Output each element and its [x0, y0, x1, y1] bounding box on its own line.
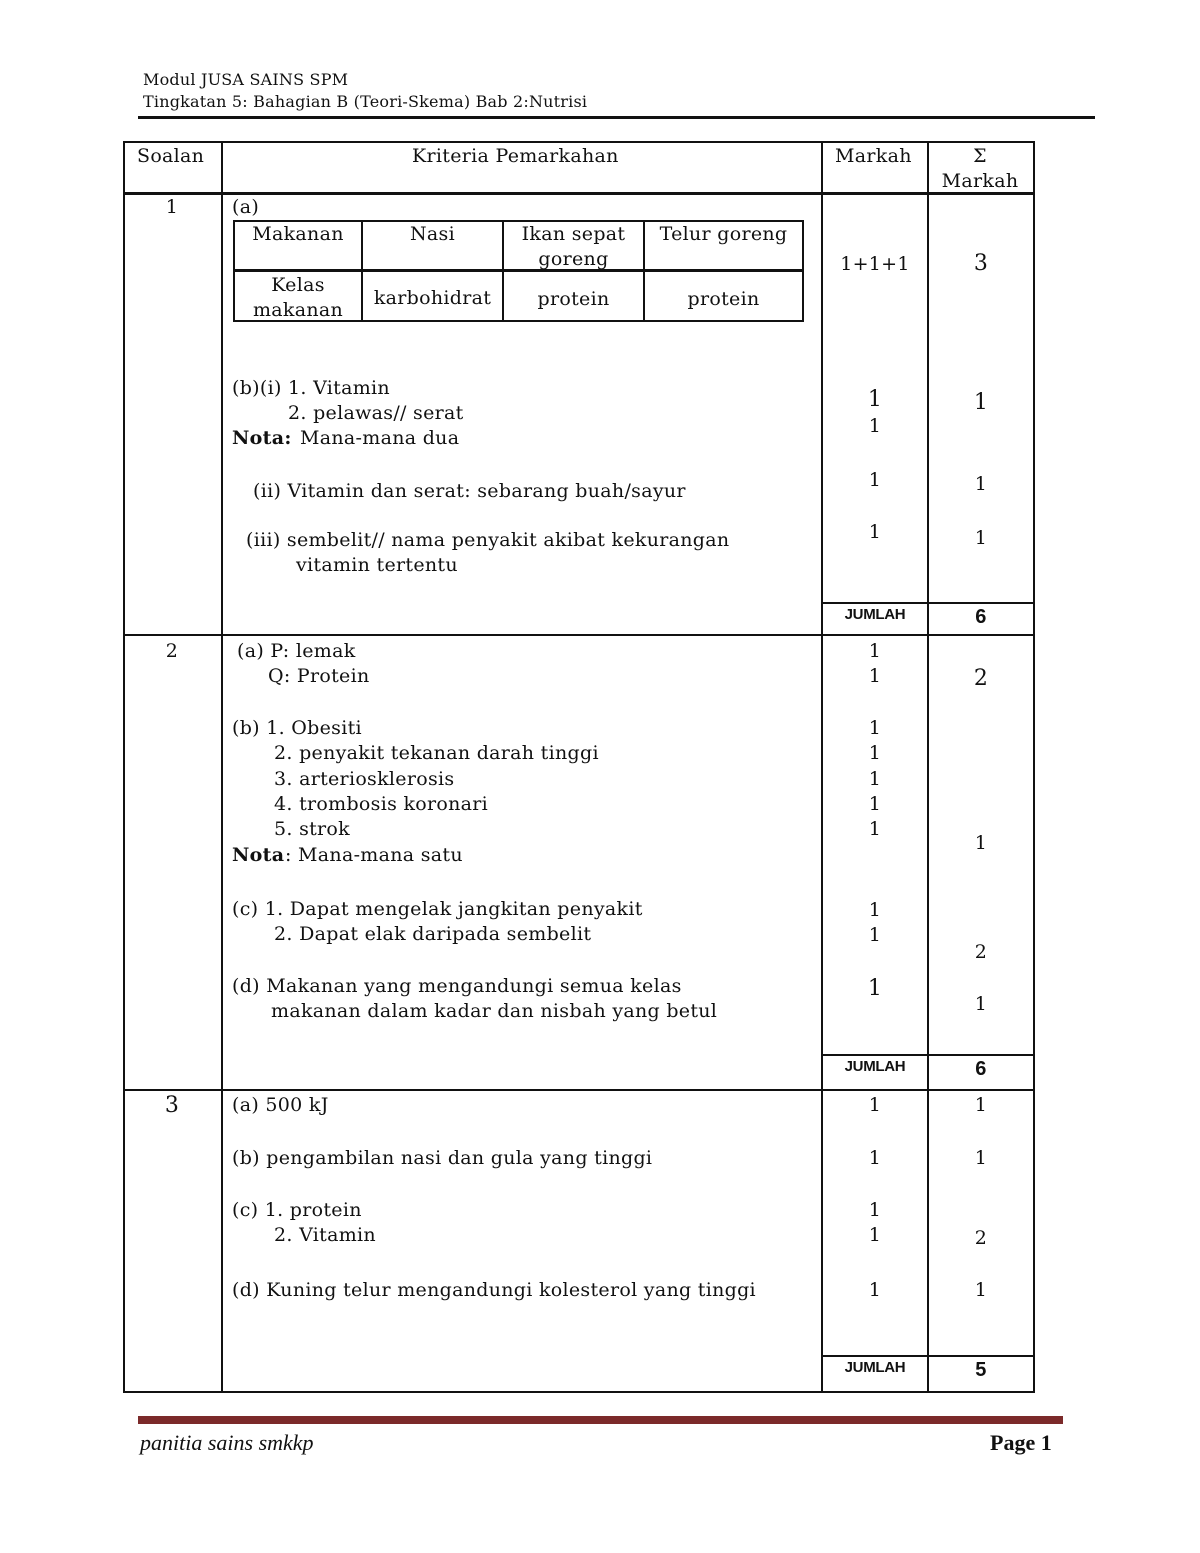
q2-b-mark: 1 [868, 793, 882, 815]
q3-c-line2: 2. Vitamin [274, 1224, 376, 1246]
q2-a-mark: 1 [868, 665, 882, 687]
q2-c-mark: 1 [868, 899, 882, 921]
q3-a: (a) 500 kJ [232, 1094, 329, 1116]
q2-b-total: 1 [974, 832, 988, 854]
jumlah-divider-q2 [821, 1054, 1035, 1056]
q1-bi-mark: 1 [867, 387, 883, 412]
q2-b-mark: 1 [868, 717, 882, 739]
food-table-cell-karbohidrat: karbohidrat [373, 287, 492, 309]
q2-a-line1: (a) P: lemak [237, 640, 356, 662]
q1-bi-mark: 1 [868, 415, 882, 437]
q1-a-label: (a) [232, 196, 260, 218]
q3-number: 3 [164, 1093, 180, 1118]
footer-organization: panitia sains smkkp [140, 1430, 314, 1455]
q2-a-total: 2 [973, 666, 989, 691]
q2-d-line2: makanan dalam kadar dan nisbah yang betul [271, 1000, 718, 1022]
footer-bar [138, 1416, 1063, 1424]
header-sigma-markah: Markah [941, 170, 1019, 192]
q3-d-total: 1 [974, 1279, 988, 1301]
q1-bi-line2: 2. pelawas// serat [288, 402, 464, 424]
q3-c-line1: (c) 1. protein [232, 1199, 362, 1221]
row-divider-q2 [123, 1089, 1035, 1091]
q1-biii-line1: (iii) sembelit// nama penyakit akibat kekurangan [246, 529, 730, 551]
module-title: Modul JUSA SAINS SPM [143, 70, 349, 89]
food-table-row-label-line2: makanan [252, 299, 344, 321]
q1-biii-total: 1 [974, 527, 988, 549]
q2-d-line1: (d) Makanan yang mengandungi semua kelas [232, 975, 682, 997]
q3-c-mark: 1 [868, 1199, 882, 1221]
q3-b-total: 1 [974, 1147, 988, 1169]
q1-bii-mark: 1 [868, 469, 882, 491]
q3-d-mark: 1 [868, 1279, 882, 1301]
q1-bi-total: 1 [973, 390, 989, 415]
q3-b: (b) pengambilan nasi dan gula yang tinggi [232, 1147, 653, 1169]
column-divider-markah [927, 141, 929, 1393]
food-table-cell-protein: protein [537, 288, 610, 310]
header-kriteria: Kriteria Pemarkahan [412, 145, 619, 167]
header-markah: Markah [835, 145, 912, 167]
module-subtitle: Tingkatan 5: Bahagian B (Teori-Skema) Bab 2:Nutrisi [143, 92, 588, 111]
q2-b-item: 4. trombosis koronari [274, 793, 489, 815]
q3-c-mark: 1 [868, 1224, 882, 1246]
q1-a-mark: 1+1+1 [840, 253, 910, 275]
q3-b-mark: 1 [868, 1147, 882, 1169]
q1-biii-line2: vitamin tertentu [296, 554, 458, 576]
q1-nota-label: Nota: [232, 427, 292, 449]
food-table-header-ikan: Ikan sepat [521, 223, 626, 245]
q1-biii-mark: 1 [868, 521, 882, 543]
q2-jumlah-value: 6 [975, 1058, 987, 1080]
q1-bi-line1: (b)(i) 1. Vitamin [232, 377, 390, 399]
header-sigma: Σ [973, 145, 987, 167]
q1-jumlah-value: 6 [975, 606, 987, 628]
food-table-header-telur: Telur goreng [659, 223, 788, 245]
q2-c-line1: (c) 1. Dapat mengelak jangkitan penyakit [232, 898, 643, 920]
q2-b-item: 3. arteriosklerosis [274, 768, 455, 790]
q1-jumlah-label: JUMLAH [844, 606, 906, 623]
q1-number: 1 [165, 196, 179, 218]
food-table-header-ikan-line2: goreng [538, 248, 609, 270]
food-table-row-label: Kelas [271, 274, 325, 296]
q3-jumlah-value: 5 [975, 1359, 987, 1381]
q2-d-total: 1 [974, 993, 988, 1015]
food-table-header-makanan: Makanan [252, 223, 344, 245]
jumlah-divider-q1 [821, 602, 1035, 604]
q2-d-mark: 1 [867, 976, 883, 1001]
q2-b-item: 2. penyakit tekanan darah tinggi [274, 742, 599, 764]
q2-b-item: 5. strok [274, 818, 350, 840]
food-table-cell-protein: protein [687, 288, 760, 310]
row-divider-q1 [123, 634, 1035, 636]
header-rule [138, 116, 1095, 119]
q3-a-mark: 1 [868, 1094, 882, 1116]
q2-b-mark: 1 [868, 818, 882, 840]
q1-bii-total: 1 [974, 473, 988, 495]
q2-c-total: 2 [974, 941, 988, 963]
q2-b-mark: 1 [868, 768, 882, 790]
q3-d: (d) Kuning telur mengandungi kolesterol yang tinggi [232, 1279, 756, 1301]
q2-nota-label: Nota [232, 844, 285, 866]
header-soalan: Soalan [137, 145, 205, 167]
q3-jumlah-label: JUMLAH [844, 1359, 906, 1376]
q1-bii: (ii) Vitamin dan serat: sebarang buah/sayur [253, 480, 686, 502]
q2-c-mark: 1 [868, 924, 882, 946]
q1-nota-text: Mana-mana dua [300, 427, 460, 449]
q2-jumlah-label: JUMLAH [844, 1058, 906, 1075]
jumlah-divider-q3 [821, 1355, 1035, 1357]
q2-b-mark: 1 [868, 742, 882, 764]
q2-b-item: (b) 1. Obesiti [232, 717, 362, 739]
food-table-header-nasi: Nasi [410, 223, 455, 245]
q3-c-total: 2 [974, 1227, 988, 1249]
page-number: Page 1 [990, 1430, 1052, 1455]
q2-number: 2 [165, 640, 179, 662]
q2-c-line2: 2. Dapat elak daripada sembelit [274, 923, 592, 945]
q2-a-line2: Q: Protein [268, 665, 370, 687]
q2-nota-text: : Mana-mana satu [285, 844, 463, 866]
header-row-divider [123, 192, 1035, 195]
q1-a-total: 3 [973, 251, 989, 276]
column-divider-soalan [221, 141, 223, 1393]
q3-a-total: 1 [974, 1094, 988, 1116]
q2-a-mark: 1 [868, 640, 882, 662]
